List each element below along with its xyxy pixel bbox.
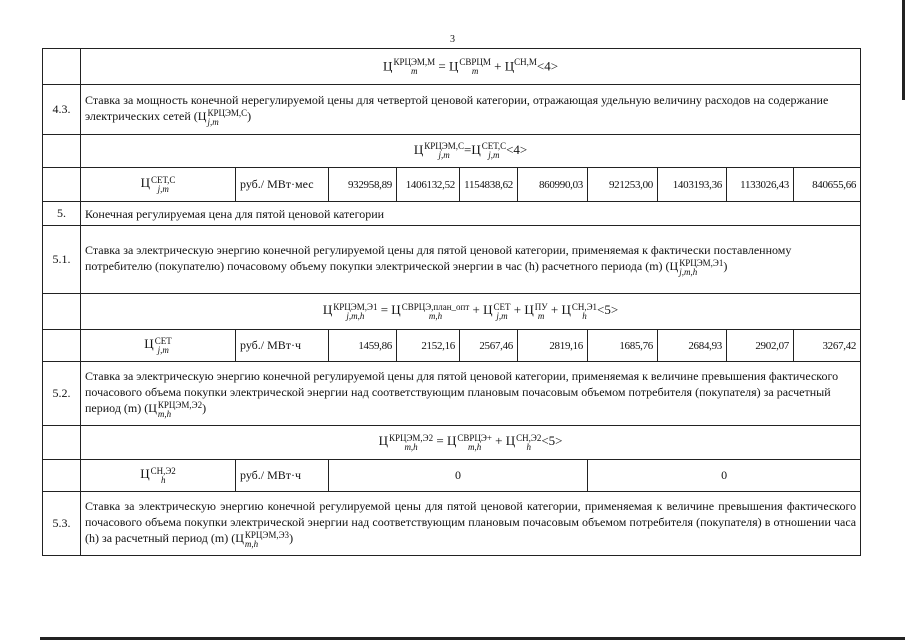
description-close: ) <box>202 401 207 416</box>
description-close: ) <box>723 259 728 274</box>
value-cell: 840655,66 <box>794 168 861 202</box>
description-subscript: j,m,h <box>679 266 698 277</box>
formula-footnote: <4> <box>536 58 559 74</box>
formula-subscript: m,h <box>428 310 443 321</box>
value-cell: 1133026,43 <box>727 168 794 202</box>
symbol-subscript: j,m <box>157 344 169 355</box>
values-row-5-1 <box>43 330 861 362</box>
value-cell: 2152,16 <box>397 330 460 362</box>
unit-cell: руб./ МВт·ч <box>236 330 329 362</box>
description-subscript: m,h <box>157 408 172 419</box>
number-cell <box>43 168 81 202</box>
value-cell: 932958,89 <box>329 168 397 202</box>
description-superscript: КРЦЭМ,Э1 <box>679 257 724 268</box>
formula-plus: + <box>494 58 502 74</box>
formula-cell: Ц КРЦЭМ,Э2 m,h = Ц СВРЦЭ+ m,h + Ц СН,Э2 h <5> <box>81 426 861 460</box>
formula-cell: Ц КРЦЭМ,М m = Ц СВРЦМ m + $Ц^{СН,М}<4>$ <box>81 49 861 85</box>
value-symbol: Ц СЕТ,С j,m <box>81 168 236 202</box>
value-cell: 3267,42 <box>794 330 861 362</box>
formula-subscript: m,h <box>468 441 482 452</box>
description-close: ) <box>247 109 252 124</box>
formula-superscript: СН,Э2 <box>516 432 542 443</box>
description-subscript: j,m <box>207 116 219 127</box>
description-superscript: КРЦЭМ,С <box>207 107 248 118</box>
formula-superscript: КРЦЭМ,Э1 <box>333 301 378 312</box>
formula-superscript: СЕТ <box>493 301 511 312</box>
value-cell: 2819,16 <box>518 330 588 362</box>
formula-equals: = <box>436 433 444 449</box>
row-description <box>81 492 861 556</box>
symbol-superscript: СН,Э2 <box>150 465 176 476</box>
number-cell <box>43 135 81 168</box>
value-cell: 1459,86 <box>329 330 397 362</box>
formula-superscript: ПУ <box>534 301 548 312</box>
unit-cell: руб./ МВт·ч <box>236 460 329 492</box>
formula-subscript: j,m <box>488 150 500 160</box>
value-cell: 2684,93 <box>658 330 727 362</box>
formula-row-5-2 <box>43 426 861 460</box>
number-cell <box>43 49 81 85</box>
value-cell: 921253,00 <box>588 168 658 202</box>
formula-subscript: j,m,h <box>346 310 365 321</box>
formula-cell: Ц КРЦЭМ,С j,m =Ц СЕТ,С j,m <4> <box>81 135 861 168</box>
formula-row-4-3 <box>43 135 861 168</box>
row-description <box>81 85 861 135</box>
formula-superscript: СВРЦЭ+ <box>457 432 492 443</box>
formula-symbol: Ц <box>383 58 393 74</box>
row-number: 5.3. <box>43 492 81 556</box>
value-cell: 1685,76 <box>588 330 658 362</box>
value-cell: 0 <box>329 460 588 492</box>
formula-subscript: m <box>537 310 545 321</box>
number-cell <box>43 460 81 492</box>
description-superscript: КРЦЭМ,Э3 <box>244 529 290 540</box>
tariff-table <box>42 48 861 556</box>
formula-row-5-1 <box>43 294 861 330</box>
formula-subscript: h <box>526 441 531 452</box>
values-row-5-2 <box>43 460 861 492</box>
formula-superscript: СН,Э1 <box>571 301 598 312</box>
row-5-1 <box>43 226 861 294</box>
formula-subscript: j,m <box>496 310 508 321</box>
formula-subscript: m <box>411 66 418 77</box>
row-number: 5. <box>43 202 81 226</box>
row-number: 4.3. <box>43 85 81 135</box>
row-number: 5.1. <box>43 226 81 294</box>
value-cell: 1154838,62 <box>460 168 518 202</box>
formula-equals: = <box>438 58 446 74</box>
formula-subscript: m,h <box>404 441 418 452</box>
value-symbol: Ц СЕТ j,m <box>81 330 236 362</box>
formula-equals: =Ц <box>463 141 481 157</box>
description-text: Ставка за электрическую энергию конечной регулируемой цены для пятой ценовой категории, применяемая к величине превышения фактического почасового объема покупки электрической энергии над соответствующим плановым почасовым объемом потребителя (покупателя) в отношении часа (h) за расчетный период (m) (Ц <box>85 499 857 546</box>
formula-superscript: СВРЦМ <box>459 57 491 68</box>
symbol-superscript: СЕТ <box>154 335 172 346</box>
symbol-subscript: h <box>160 474 166 485</box>
formula-superscript: СЕТ,С <box>481 141 507 151</box>
row-5 <box>43 202 861 226</box>
value-cell: 2902,07 <box>727 330 794 362</box>
row-description: Конечная регулируемая цена для пятой ценовой категории <box>81 202 861 226</box>
formula-footnote: <5> <box>541 433 563 449</box>
formula-row-4-2 <box>43 49 861 85</box>
number-cell <box>43 426 81 460</box>
row-4-3 <box>43 85 861 135</box>
description-text: Ставка за электрическую энергию конечной регулируемой цены для пятой ценовой категории, применяемая к величине превышения фактического почасового объема покупки электрической энергии над соответствующим плановым почасовым объемом потребителя (покупателя) за расчетный период (m) (Ц <box>85 369 839 416</box>
row-5-2 <box>43 362 861 426</box>
value-cell: 1403193,36 <box>658 168 727 202</box>
formula-superscript: КРЦЭМ,Э2 <box>388 432 434 443</box>
values-row-4-3 <box>43 168 861 202</box>
page-number: 3 <box>450 34 455 45</box>
number-cell <box>43 294 81 330</box>
symbol-subscript: j,m <box>157 183 169 194</box>
number-cell <box>43 330 81 362</box>
formula-subscript: h <box>582 310 587 321</box>
unit-cell: руб./ МВт·мес <box>236 168 329 202</box>
value-cell: 0 <box>588 460 861 492</box>
description-subscript: m,h <box>244 538 259 549</box>
formula-footnote: <4> <box>506 141 528 157</box>
value-cell: 860990,03 <box>518 168 588 202</box>
formula-subscript: j,m <box>438 150 450 160</box>
row-number: 5.2. <box>43 362 81 426</box>
row-5-3 <box>43 492 861 556</box>
formula-footnote: <5> <box>597 302 619 318</box>
formula-subscript: m <box>471 66 479 77</box>
value-cell: 2567,46 <box>460 330 518 362</box>
value-symbol: Ц СН,Э2 h <box>81 460 236 492</box>
symbol-superscript: СЕТ,С <box>151 174 176 185</box>
row-description <box>81 362 861 426</box>
value-cell: 1406132,52 <box>397 168 460 202</box>
description-superscript: КРЦЭМ,Э2 <box>157 399 203 410</box>
formula-superscript: КРЦЭМ,С <box>424 141 464 151</box>
formula-equals: = <box>380 302 389 318</box>
description-text: Ставка за мощность конечной нерегулируемой цены для четвертой ценовой категории, отражающая удельную величину расходов на содержание электрических сетей (Ц <box>85 93 829 124</box>
formula-superscript: СВРЦЭ,план_опт <box>401 301 470 312</box>
formula-superscript: СН,М <box>514 56 537 67</box>
description-text: Ставка за электрическую энергию конечной регулируемой цены для пятой ценовой категории, применяемая к фактически поставленному потребителю (покупателю) почасовому объему покупки электрической энергии в час (h) расчетного периода (m) (Ц <box>85 243 792 274</box>
formula-cell: Ц КРЦЭМ,Э1 j,m,h = Ц СВРЦЭ,план_опт m,h + Ц СЕТ j,m + Ц ПУ m + Ц СН,Э1 h <5> <box>81 294 861 330</box>
description-close: ) <box>289 531 294 546</box>
row-description <box>81 226 861 294</box>
formula-superscript: КРЦЭМ,М <box>393 57 436 68</box>
